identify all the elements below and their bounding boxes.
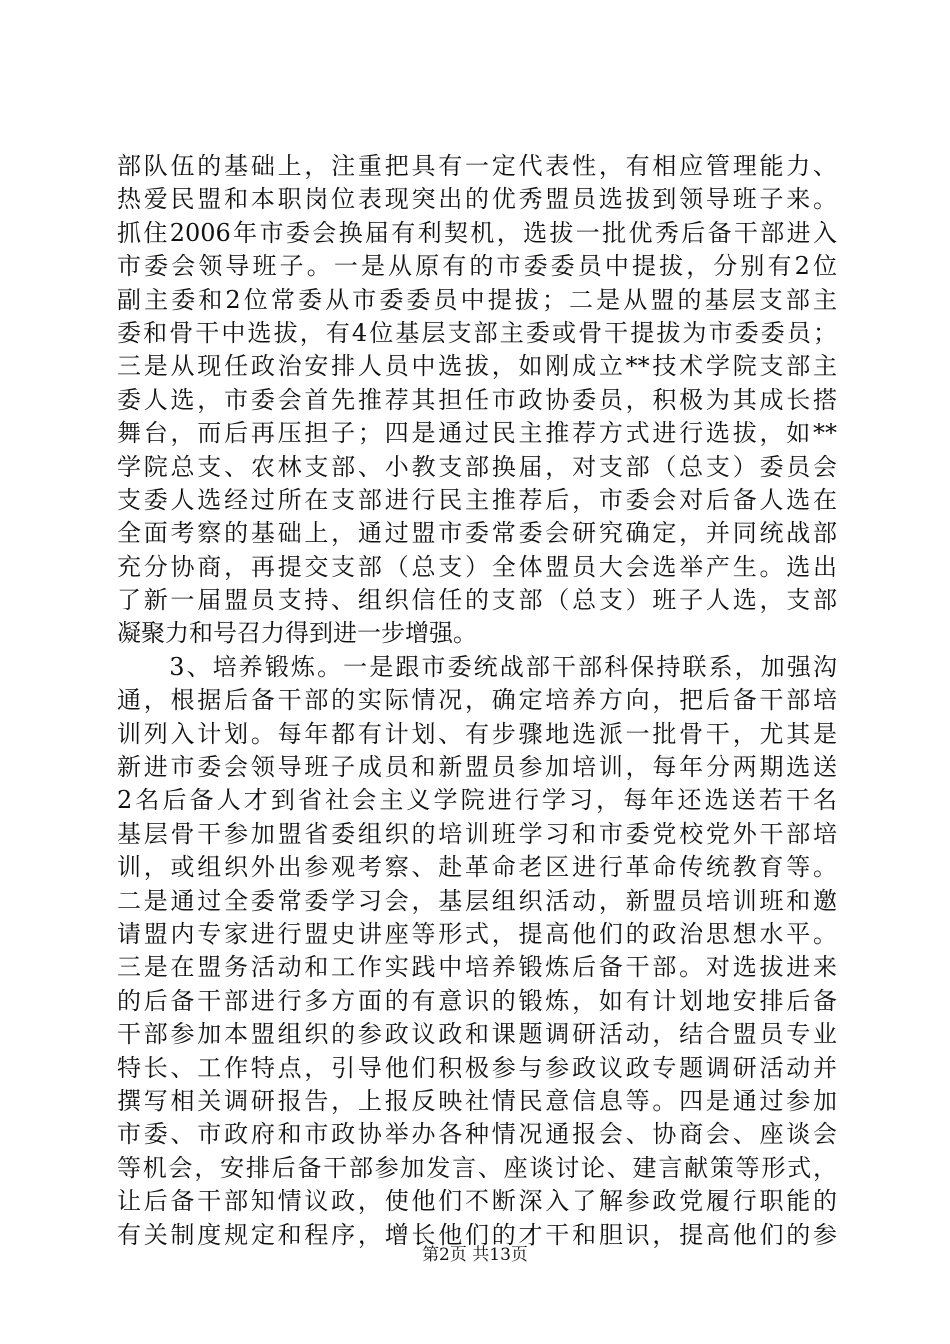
text-line: 通，根据后备干部的实际情况，确定培养方向，把后备干部培 (117, 686, 837, 715)
text-line: 请盟内专家进行盟史讲座等形式，提高他们的政治思想水平。 (117, 919, 837, 948)
text-line: 学院总支、农林支部、小教支部换届，对支部（总支）委员会 (117, 452, 837, 481)
text-line: 有关制度规定和程序，增长他们的才干和胆识，提高他们的参 (117, 1220, 837, 1249)
text-line: 的后备干部进行多方面的有意识的锻炼，如有计划地安排后备 (117, 986, 837, 1015)
text-line: 热爱民盟和本职岗位表现突出的优秀盟员选拔到领导班子来。 (117, 185, 837, 214)
text-line: 舞台，而后再压担子；四是通过民主推荐方式进行选拔，如** (117, 419, 837, 448)
text-line: 3、培养锻炼。一是跟市委统战部干部科保持联系，加强沟 (117, 652, 837, 681)
text-line: 干部参加本盟组织的参政议政和课题调研活动，结合盟员专业 (117, 1020, 837, 1049)
page-footer (0, 1240, 950, 1265)
text-line: 充分协商，再提交支部（总支）全体盟员大会选举产生。选出 (117, 552, 837, 581)
text-line: 2名后备人才到省社会主义学院进行学习，每年还选送若干名 (117, 786, 837, 815)
text-line: 基层骨干参加盟省委组织的培训班学习和市委党校党外干部培 (117, 819, 837, 848)
text-line: 部队伍的基础上，注重把具有一定代表性，有相应管理能力、 (117, 152, 837, 180)
text-line: 撰写相关调研报告，上报反映社情民意信息等。四是通过参加 (117, 1086, 837, 1115)
text-line: 二是通过全委常委学习会，基层组织活动，新盟员培训班和邀 (117, 886, 837, 915)
text-line: 抓住2006年市委会换届有利契机，选拔一批优秀后备干部进入 (117, 218, 837, 247)
text-line: 市委会领导班子。一是从原有的市委委员中提拔，分别有2位 (117, 252, 837, 281)
page-number-label: 第2页 共13页 (422, 1245, 528, 1265)
text-line: 等机会，安排后备干部参加发言、座谈讨论、建言献策等形式， (117, 1153, 837, 1182)
text-line: 凝聚力和号召力得到进一步增强。 (117, 619, 477, 648)
text-line: 委和骨干中选拔，有4位基层支部主委或骨干提拔为市委委员； (117, 318, 837, 347)
text-line: 全面考察的基础上，通过盟市委常委会研究确定，并同统战部 (117, 519, 837, 548)
text-line: 支委人选经过所在支部进行民主推荐后，市委会对后备人选在 (117, 485, 837, 514)
text-line: 训，或组织外出参观考察、赴革命老区进行革命传统教育等。 (117, 853, 837, 882)
text-line: 三是在盟务活动和工作实践中培养锻炼后备干部。对选拔进来 (117, 953, 837, 982)
text-line: 委人选，市委会首先推荐其担任市政协委员，积极为其成长搭 (117, 385, 837, 414)
text-line: 特长、工作特点，引导他们积极参与参政议政专题调研活动并 (117, 1053, 837, 1082)
text-line: 让后备干部知情议政，使他们不断深入了解参政党履行职能的 (117, 1187, 837, 1216)
text-line: 市委、市政府和市政协举办各种情况通报会、协商会、座谈会 (117, 1120, 837, 1149)
text-line: 训列入计划。每年都有计划、有步骤地选派一批骨干，尤其是 (117, 719, 837, 748)
body-text (117, 150, 837, 1252)
text-line: 新进市委会领导班子成员和新盟员参加培训，每年分两期选送 (117, 753, 837, 782)
text-line: 三是从现任政治安排人员中选拔，如刚成立**技术学院支部主 (117, 352, 837, 381)
text-line: 了新一届盟员支持、组织信任的支部（总支）班子人选，支部 (117, 586, 837, 615)
text-line: 副主委和2位常委从市委委员中提拔；二是从盟的基层支部主 (117, 285, 837, 314)
